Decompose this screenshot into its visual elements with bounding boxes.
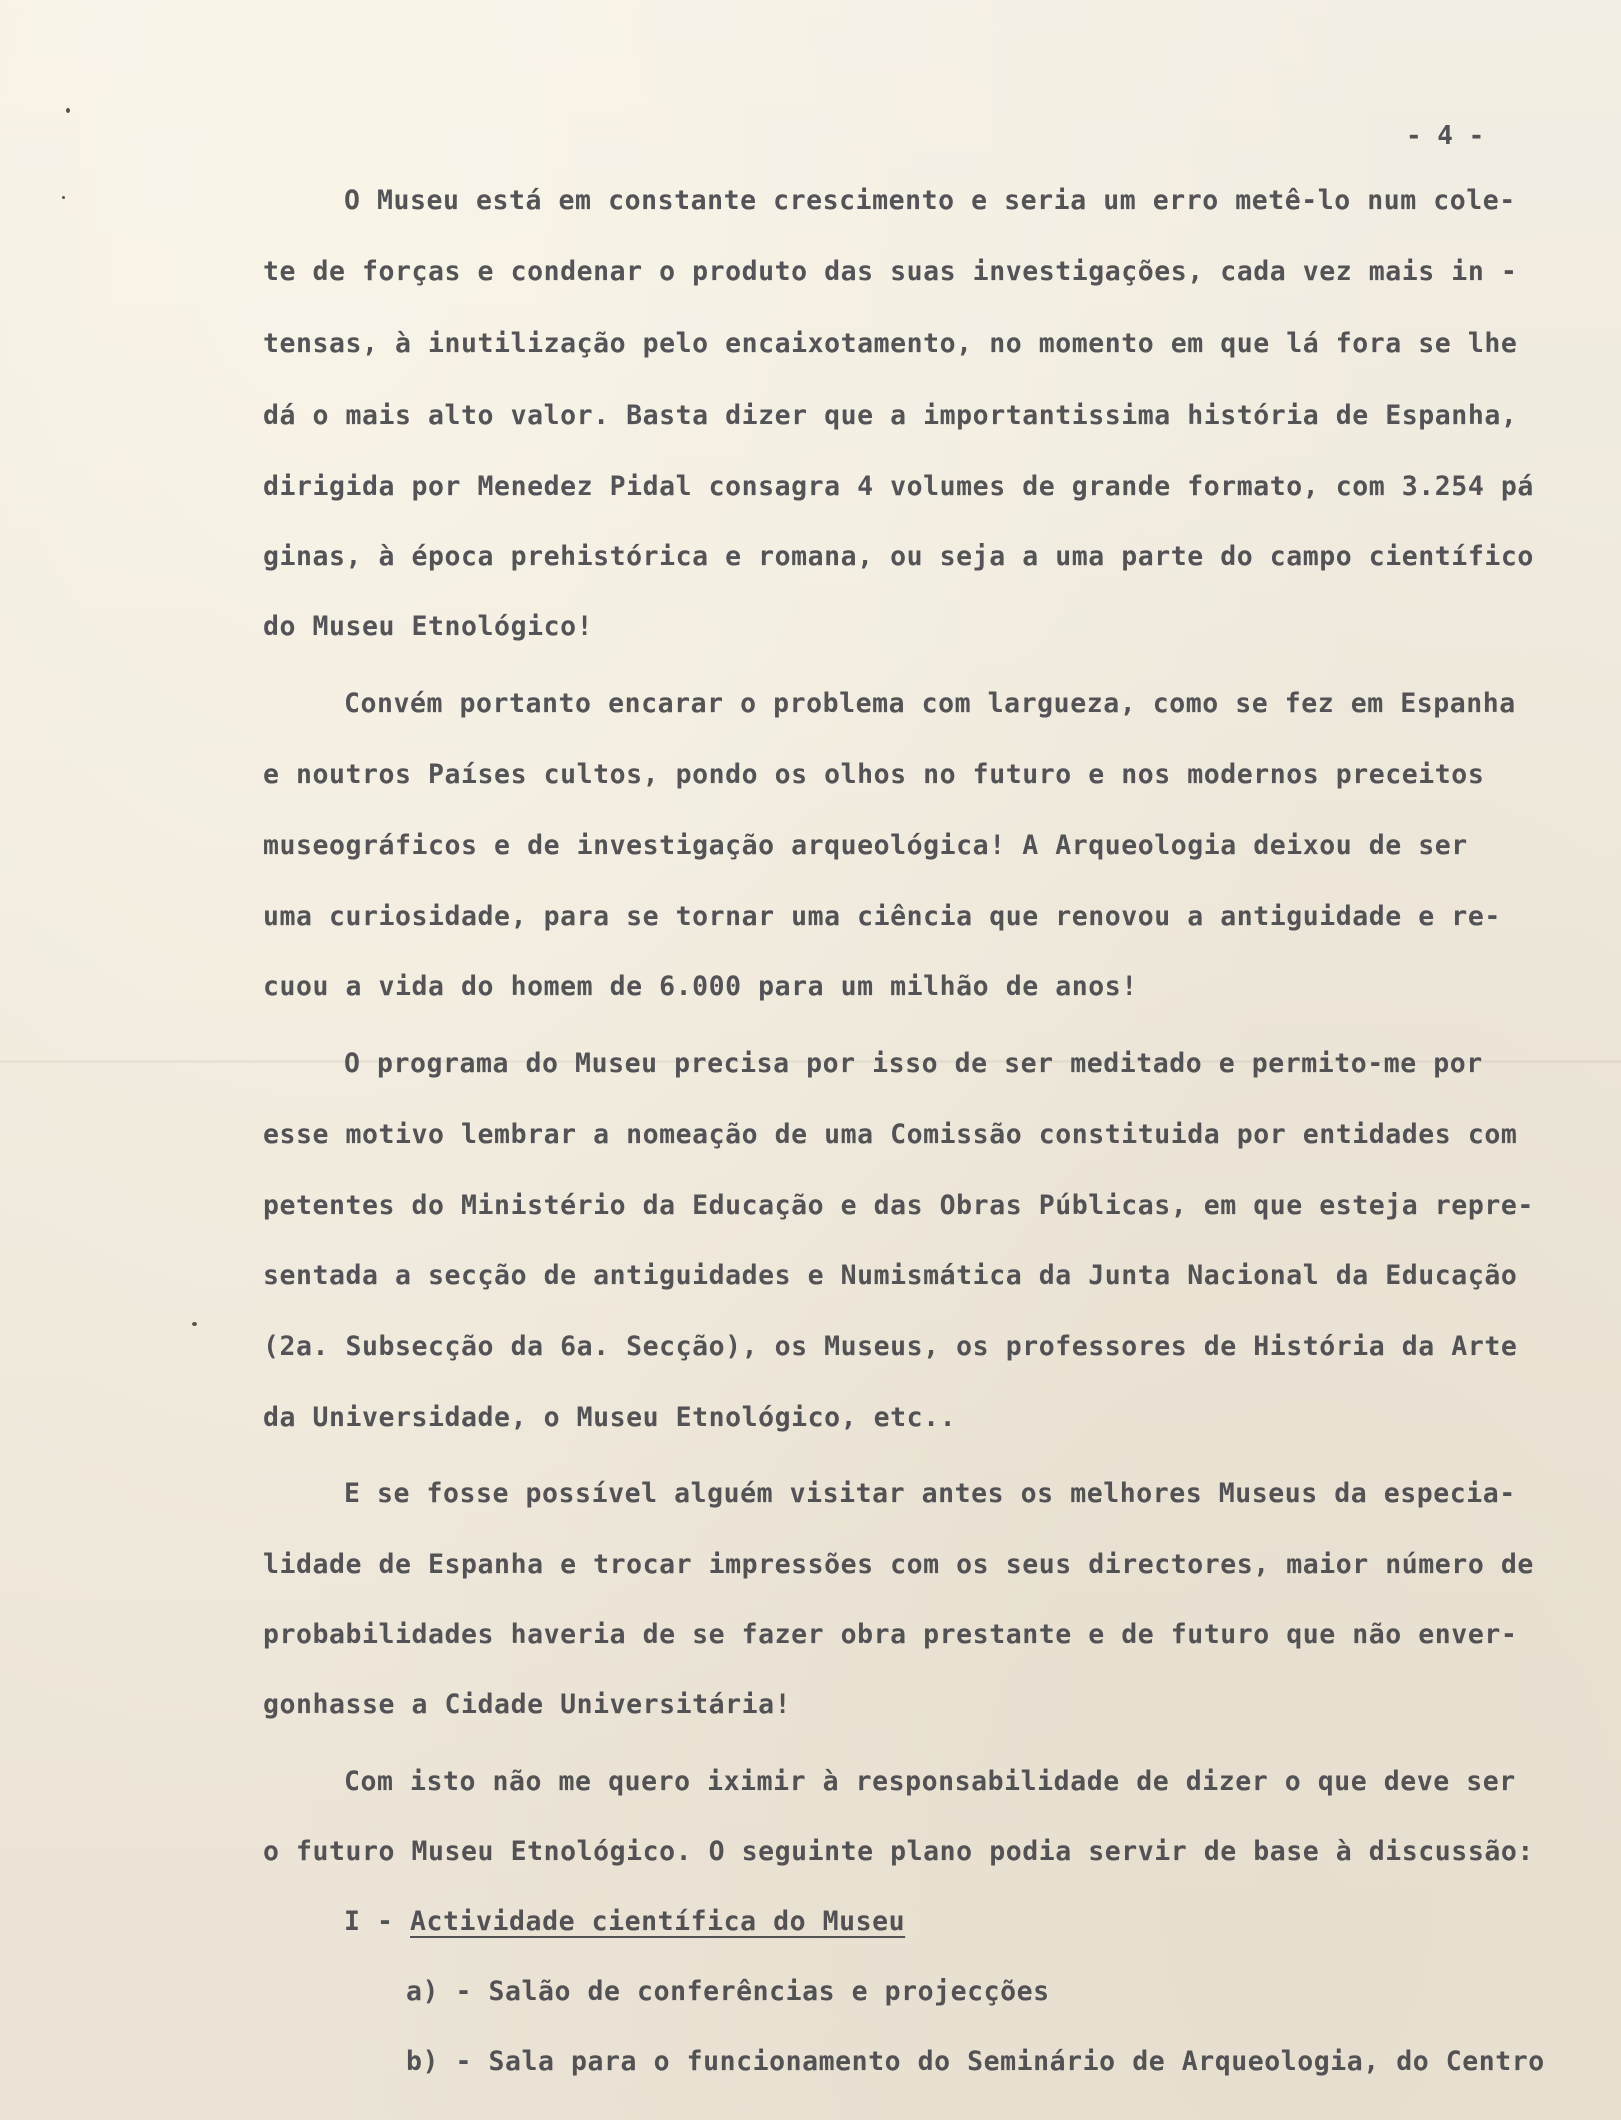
- paper-speck: [62, 196, 65, 199]
- text-line: O programa do Museu precisa por isso de ser meditado e permito-me por: [344, 1048, 1483, 1079]
- text-line: museográficos e de investigação arqueológica! A Arqueologia deixou de ser: [263, 830, 1468, 861]
- text-line: dirigida por Menedez Pidal consagra 4 volumes de grande formato, com 3.254 pá: [263, 471, 1534, 502]
- list-item: a) - Salão de conferências e projecções: [406, 1976, 1050, 2007]
- text-line: ginas, à época prehistórica e romana, ou seja a uma parte do campo científico: [263, 541, 1534, 572]
- text-line: Com isto não me quero iximir à responsabilidade de dizer o que deve ser: [344, 1766, 1516, 1797]
- section-title: Actividade científica do Museu: [410, 1906, 906, 1937]
- text-line: cuou a vida do homem de 6.000 para um milhão de anos!: [263, 971, 1138, 1002]
- text-line: uma curiosidade, para se tornar uma ciência que renovou a antiguidade e re-: [263, 901, 1501, 932]
- section-heading: [344, 1904, 905, 1940]
- text-line: o futuro Museu Etnológico. O seguinte plano podia servir de base à discussão:: [263, 1836, 1534, 1867]
- page-number: - 4 -: [1406, 121, 1485, 151]
- paper-speck: [66, 108, 70, 113]
- list-item: b) - Sala para o funcionamento do Seminário de Arqueologia, do Centro: [406, 2046, 1545, 2077]
- text-line: e noutros Países cultos, pondo os olhos no futuro e nos modernos preceitos: [263, 759, 1485, 790]
- text-line: gonhasse a Cidade Universitária!: [263, 1689, 792, 1720]
- section-number: I -: [344, 1906, 394, 1937]
- text-line: probabilidades haveria de se fazer obra prestante e de futuro que não enver-: [263, 1619, 1518, 1650]
- text-line: (2a. Subsecção da 6a. Secção), os Museus, os professores de História da Arte: [263, 1331, 1518, 1362]
- text-line: petentes do Ministério da Educação e das Obras Públicas, em que esteja repre-: [263, 1190, 1534, 1221]
- text-line: do Museu Etnológico!: [263, 611, 594, 642]
- text-line: tensas, à inutilização pelo encaixotamento, no momento em que lá fora se lhe: [263, 328, 1518, 359]
- text-line: dá o mais alto valor. Basta dizer que a importantissima história de Espanha,: [263, 400, 1518, 431]
- paper-speck: [192, 1322, 197, 1326]
- text-line: O Museu está em constante crescimento e seria um erro metê-lo num cole-: [344, 185, 1516, 216]
- text-line: Convém portanto encarar o problema com largueza, como se fez em Espanha: [344, 688, 1516, 719]
- text-line: esse motivo lembrar a nomeação de uma Comissão constituida por entidades com: [263, 1119, 1518, 1150]
- text-line: da Universidade, o Museu Etnológico, etc..: [263, 1402, 957, 1433]
- text-line: E se fosse possível alguém visitar antes os melhores Museus da especia-: [344, 1478, 1516, 1509]
- text-line: sentada a secção de antiguidades e Numismática da Junta Nacional da Educação: [263, 1260, 1518, 1291]
- text-line: lidade de Espanha e trocar impressões com os seus directores, maior número de: [263, 1549, 1534, 1580]
- text-line: te de forças e condenar o produto das suas investigações, cada vez mais in -: [263, 256, 1518, 287]
